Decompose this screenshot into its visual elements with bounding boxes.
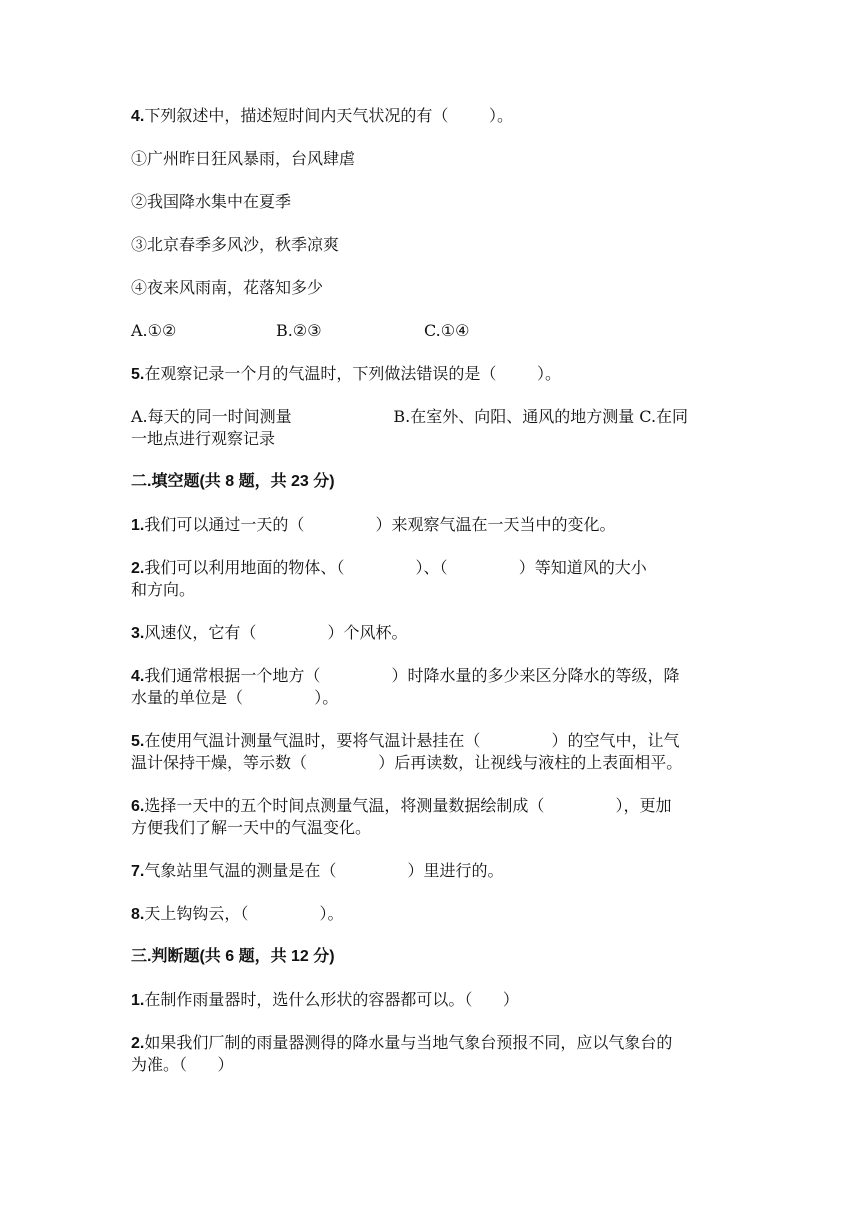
question-text: 天上钩钩云，（ ）。 (144, 904, 344, 923)
question-text: 在使用气温计测量气温时，要将气温计悬挂在（ ）的空气中，让气 (144, 731, 680, 750)
question-text: 风速仪，它有（ ）个风杯。 (144, 623, 408, 642)
question-number: 2. (131, 1035, 145, 1052)
fill-question-6-cont: 方便我们了解一天中的气温变化。 (131, 818, 372, 837)
question-number: 3. (131, 625, 145, 642)
fill-question-5 (131, 730, 680, 752)
statement-2: ②我国降水集中在夏季 (131, 192, 292, 211)
question-number: 1. (131, 992, 145, 1009)
question-4 (131, 105, 513, 127)
judge-question-2-cont: 为准。（ ） (131, 1055, 234, 1074)
question-number: 4. (131, 668, 145, 685)
question-number: 5. (131, 366, 145, 383)
option-c: C.①④ (424, 321, 470, 340)
section-title: 二.填空题(共 8 题，共 23 分) (131, 473, 335, 490)
judge-question-2 (131, 1032, 672, 1054)
fill-question-1 (131, 514, 616, 536)
question-number: 6. (131, 798, 145, 815)
fill-question-2 (131, 557, 647, 579)
judge-question-1 (131, 989, 519, 1011)
question-number: 8. (131, 906, 145, 923)
fill-question-5-cont: 温计保持干燥，等示数（ ）后再读数，让视线与液柱的上表面相平。 (131, 753, 683, 772)
options-line-1: A.每天的同一时间测量 B.在室外、向阳、通风的地方测量 C.在同 (131, 407, 689, 426)
question-number: 2. (131, 560, 145, 577)
question-text: 我们可以通过一天的（ ）来观察气温在一天当中的变化。 (144, 515, 616, 534)
question-text: 下列叙述中，描述短时间内天气状况的有（ ）。 (144, 106, 514, 125)
question-5 (131, 363, 561, 385)
question-number: 7. (131, 863, 145, 880)
fill-question-4 (131, 665, 680, 687)
question-number: 4. (131, 108, 145, 125)
fill-question-6 (131, 795, 672, 817)
question-text: 气象站里气温的测量是在（ ）里进行的。 (144, 861, 504, 880)
statement-4: ④夜来风雨南，花落知多少 (131, 278, 324, 297)
fill-question-8 (131, 903, 344, 925)
question-text: 在观察记录一个月的气温时，下列做法错误的是（ ）。 (144, 364, 562, 383)
option-a: A.①② (131, 321, 177, 340)
option-b: B.②③ (276, 321, 322, 340)
fill-question-4-cont: 水量的单位是（ ）。 (131, 688, 339, 707)
question-number: 1. (131, 517, 145, 534)
fill-question-3 (131, 622, 408, 644)
section-title: 三.判断题(共 6 题，共 12 分) (131, 948, 335, 965)
question-text: 我们可以利用地面的物体、（ ）、（ ）等知道风的大小 (144, 558, 647, 577)
fill-question-7 (131, 860, 504, 882)
question-text: 选择一天中的五个时间点测量气温，将测量数据绘制成（ ），更加 (144, 796, 672, 815)
fill-question-2-cont: 和方向。 (131, 580, 196, 599)
statement-3: ③北京春季多风沙，秋季凉爽 (131, 235, 340, 254)
options-line-2: 一地点进行观察记录 (131, 429, 276, 448)
statement-1: ①广州昨日狂风暴雨，台风肆虐 (131, 149, 356, 168)
question-number: 5. (131, 733, 145, 750)
question-text: 如果我们厂制的雨量器测得的降水量与当地气象台预报不同，应以气象台的 (144, 1033, 673, 1052)
question-text: 在制作雨量器时，选什么形状的容器都可以。（ ） (144, 990, 519, 1009)
question-text: 我们通常根据一个地方（ ）时降水量的多少来区分降水的等级，降 (144, 666, 680, 685)
